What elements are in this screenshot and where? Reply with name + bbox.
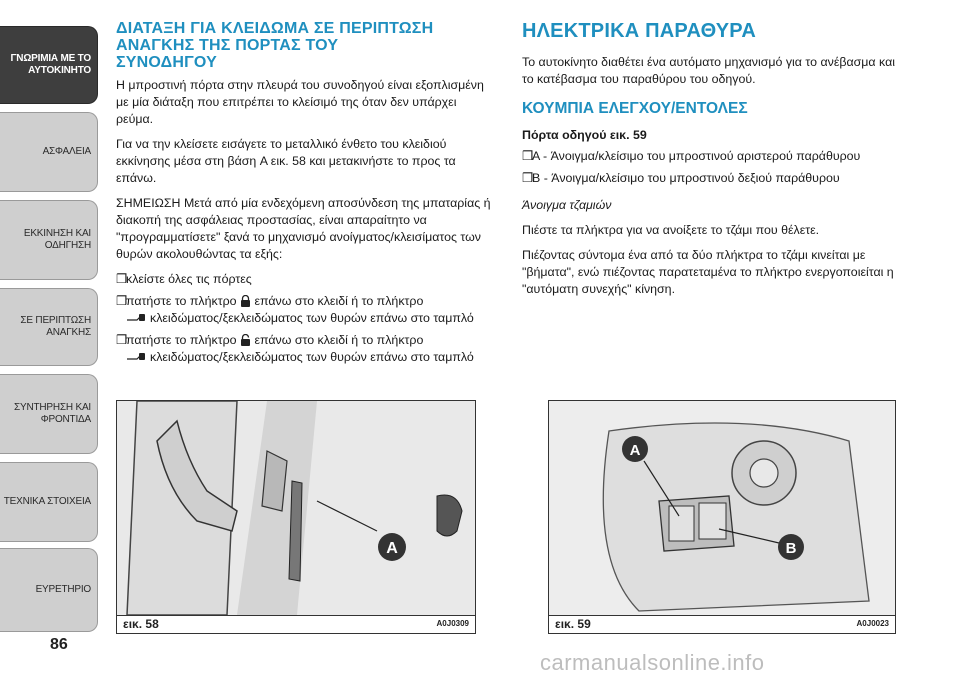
- chapter-sidebar: [0, 0, 100, 686]
- tab-label: ΑΣΦΑΛΕΙΑ: [42, 146, 91, 157]
- list-item: [116, 271, 492, 288]
- tab-index[interactable]: [0, 548, 98, 632]
- checkbox-bullet-icon: ❒: [522, 171, 534, 185]
- figure-58: [116, 400, 476, 634]
- note-paragraph: ΣΗΜΕΙΩΣΗ Μετά από μία ενδεχόμενη αποσύνδεση της μπαταρίας ή διακοπή της ασφάλειας προστασίας, είναι απαραίτητο να "προγραμματίσετε" ξανά το μηχανισμό ανοίγματος/κλεισίματος των θυρών ακολουθώντας τα εξής:: [116, 196, 491, 261]
- heading-line: ΑΝΑΓΚΗΣ ΤΗΣ ΠΟΡΤΑΣ ΤΟΥ: [116, 37, 339, 54]
- figure-code: A0J0309: [436, 619, 469, 628]
- figure-label: εικ. 59: [555, 617, 591, 631]
- section-heading-emergency-lock: [116, 20, 492, 71]
- tab-technical-data[interactable]: [0, 462, 98, 542]
- checkbox-bullet-icon: ❒: [116, 294, 128, 308]
- tab-starting-driving[interactable]: [0, 200, 98, 280]
- paragraph: Η μπροστινή πόρτα στην πλευρά του συνοδηγού είναι εξοπλισμένη με μία διάταξη που επιτρέπει το κλείσιμό της όταν δεν υπάρχει ρεύμα.: [116, 78, 484, 126]
- subheading-controls: ΚΟΥΜΠΙΑ ΕΛΕΓΧΟΥ/ΕΝΤΟΛΕΣ: [522, 100, 748, 117]
- right-column: [522, 20, 902, 306]
- figure-code: A0J0023: [856, 619, 889, 628]
- list-item: [522, 148, 902, 165]
- padlock-icon: [240, 295, 251, 307]
- list-item: [522, 170, 902, 187]
- list-item-text: πατήστε το πλήκτρο: [126, 294, 237, 308]
- list-item-text: A - Άνοιγμα/κλείσιμο του μπροστινού αριστερού παράθυρου: [532, 149, 861, 163]
- list-item-text: επάνω στο κλειδί ή το πλήκτρο: [254, 333, 424, 347]
- door-label: Πόρτα οδηγού εικ. 59: [522, 128, 647, 142]
- tab-safety[interactable]: [0, 112, 98, 192]
- tab-vehicle-intro[interactable]: [0, 26, 98, 104]
- list-item: [116, 332, 492, 366]
- list-item: [116, 293, 492, 327]
- paragraph: Για να την κλείσετε εισάγετε το μεταλλικό ένθετο του κλειδιού εκκίνησης μέσα στη βάση A εικ. 58 και μετακινήστε το προς τα επάνω.: [116, 137, 456, 185]
- figure-caption: [549, 615, 895, 633]
- paragraph: Πιέζοντας σύντομα ένα από τα δύο πλήκτρα το τζάμι κινείται με "βήματα", ενώ πιέζοντας παρατεταμένα το πλήκτρο ενεργοποιείται η "αυτόματη συνεχής" κίνηση.: [522, 248, 894, 296]
- callout-marker-a: A: [386, 540, 398, 557]
- tab-label: ΕΚΚΙΝΗΣΗ ΚΑΙ ΟΔΗΓΗΣΗ: [23, 228, 91, 251]
- padlock-open-icon: [240, 334, 251, 346]
- left-column: [116, 20, 492, 371]
- list-item-text: κλειδώματος/ξεκλειδώματος των θυρών επάνω στο ταμπλό: [150, 311, 474, 325]
- tab-label: ΣΕ ΠΕΡΙΠΤΩΣΗ ΑΝΑΓΚΗΣ: [20, 315, 91, 338]
- callout-marker-b: B: [785, 540, 797, 557]
- list-item-text: B - Άνοιγμα/κλείσιμο του μπροστινού δεξιού παράθυρου: [532, 171, 840, 185]
- paragraph: Το αυτοκίνητο διαθέτει ένα αυτόματο μηχανισμό για το ανέβασμα και το κατέβασμα του παραθύρου του οδηγού.: [522, 55, 895, 86]
- list-item-text: κλειδώματος/ξεκλειδώματος των θυρών επάνω στο ταμπλό: [150, 350, 474, 364]
- tab-label: ΕΥΡΕΤΗΡΙΟ: [35, 584, 91, 595]
- paragraph: Πιέστε τα πλήκτρα για να ανοίξετε το τζάμι που θέλετε.: [522, 223, 820, 237]
- tab-label: ΓΝΩΡΙΜΙΑ ΜΕ ΤΟ ΑΥΤΟΚΙΝΗΤΟ: [10, 53, 91, 76]
- section-heading-power-windows: ΗΛΕΚΤΡΙΚΑ ΠΑΡΑΘΥΡΑ: [522, 20, 757, 42]
- window-switch-illustration: [549, 401, 895, 615]
- list-item-text: κλείστε όλες τις πόρτες: [126, 272, 252, 286]
- car-key-icon: [126, 352, 146, 361]
- heading-line: ΔΙΑΤΑΞΗ ΓΙΑ ΚΛΕΙΔΩΜΑ ΣΕ ΠΕΡΙΠΤΩΣΗ: [116, 20, 434, 37]
- figure-label: εικ. 58: [123, 617, 159, 631]
- heading-line: ΣΥΝΟΔΗΓΟΥ: [116, 54, 217, 71]
- figure-59: [548, 400, 896, 634]
- tab-label: ΤΕΧΝΙΚΑ ΣΤΟΙΧΕΙΑ: [3, 496, 91, 507]
- car-key-icon: [126, 313, 146, 322]
- figure-caption: [117, 615, 475, 633]
- callout-marker-a: A: [629, 442, 641, 459]
- tab-emergency[interactable]: [0, 288, 98, 366]
- page-number: 86: [50, 636, 68, 653]
- door-lock-illustration: [117, 401, 475, 615]
- watermark: carmanualsonline.info: [540, 650, 765, 675]
- checkbox-bullet-icon: ❒: [116, 333, 128, 347]
- list-item-text: πατήστε το πλήκτρο: [126, 333, 237, 347]
- italic-label: Άνοιγμα τζαμιών: [522, 198, 612, 212]
- tab-label: ΣΥΝΤΗΡΗΣΗ ΚΑΙ ΦΡΟΝΤΙΔΑ: [14, 402, 91, 425]
- checkbox-bullet-icon: ❒: [116, 272, 128, 286]
- list-item-text: επάνω στο κλειδί ή το πλήκτρο: [254, 294, 424, 308]
- checkbox-bullet-icon: ❒: [522, 149, 534, 163]
- tab-maintenance[interactable]: [0, 374, 98, 454]
